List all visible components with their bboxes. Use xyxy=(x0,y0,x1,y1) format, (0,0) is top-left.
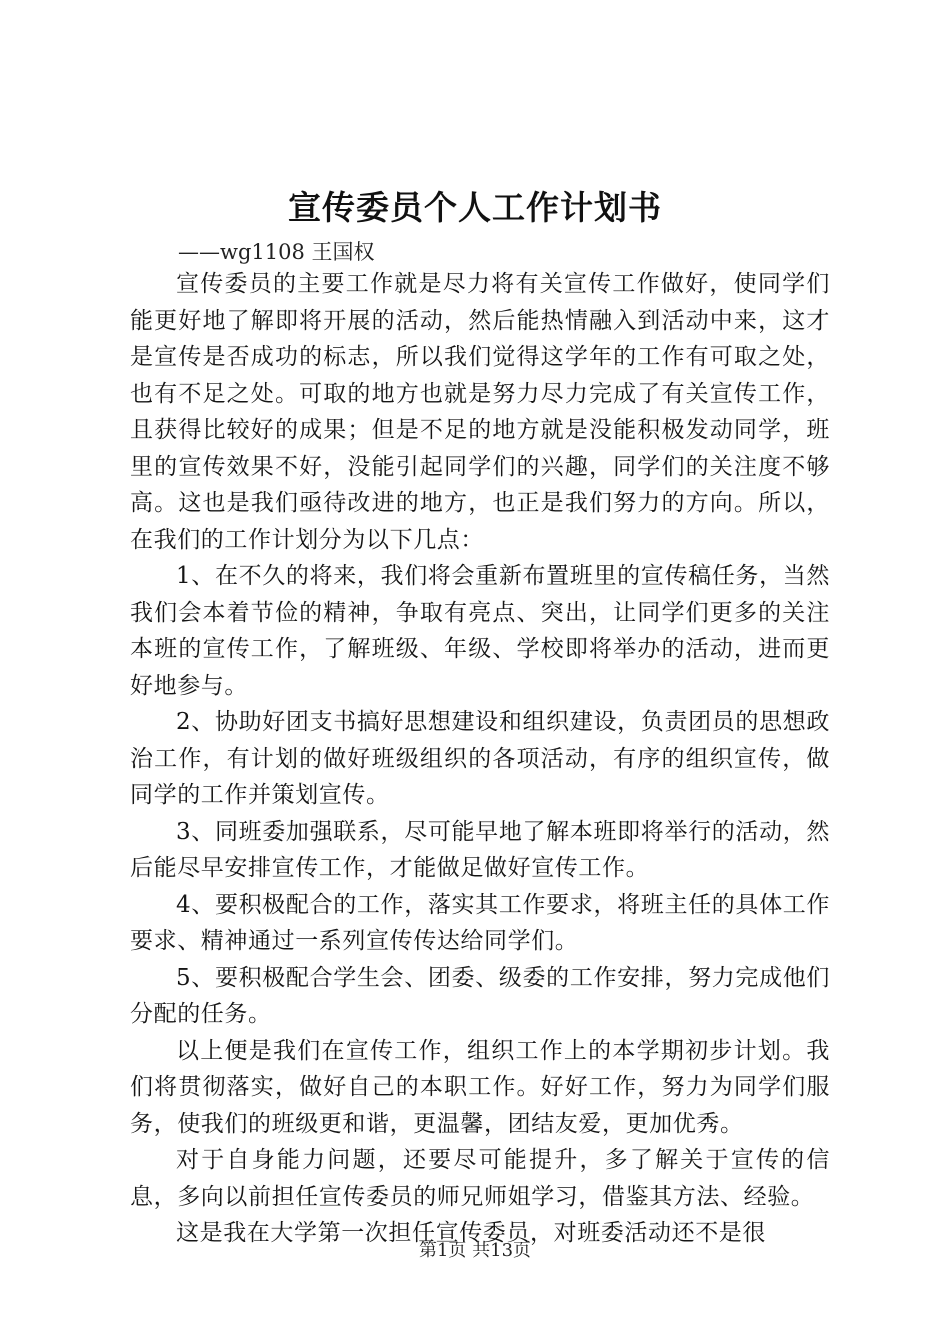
document-body xyxy=(130,266,830,1252)
page-footer: 第1页 共13页 xyxy=(418,1240,532,1261)
paragraph-summary: 以上便是我们在宣传工作，组织工作上的本学期初步计划。我们将贯彻落实，做好自己的本职工作。好好工作，努力为同学们服务，使我们的班级更和谐，更温馨，团结友爱，更加优秀。 xyxy=(130,1037,830,1137)
paragraph-item-4: 4、要积极配合的工作，落实其工作要求，将班主任的具体工作要求、精神通过一系列宣传传达给同学们。 xyxy=(130,891,830,954)
paragraph-item-2: 2、协助好团支书搞好思想建设和组织建设，负责团员的思想政治工作，有计划的做好班级组织的各项活动，有序的组织宣传，做同学的工作并策划宣传。 xyxy=(130,709,830,808)
paragraph-self-improvement: 对于自身能力问题，还要尽可能提升，多了解关于宣传的信息，多向以前担任宣传委员的师兄师姐学习，借鉴其方法、经验。 xyxy=(130,1147,830,1210)
paragraph-closing: 这是我在大学第一次担任宣传委员，对班委活动还不是很 xyxy=(176,1220,766,1246)
document-title: 宣传委员个人工作计划书 xyxy=(288,188,662,227)
paragraph-intro: 宣传委员的主要工作就是尽力将有关宣传工作做好，使同学们能更好地了解即将开展的活动，然后能热情融入到活动中来，这才是宣传是否成功的标志，所以我们觉得这学年的工作有可取之处，也有不足之处。可取的地方也就是努力尽力完成了有关宣传工作，且获得比较好的成果；但是不足的地方就是没能积极发动同学，班里的宣传效果不好，没能引起同学们的兴趣，同学们的关注度不够高。这也是我们亟待改进的地方，也正是我们努力的方向。所以，在我们的工作计划分为以下几点： xyxy=(130,271,830,553)
author-byline: ——wg1108 王国权 xyxy=(178,240,375,264)
paragraph-item-1: 1、在不久的将来，我们将会重新布置班里的宣传稿任务，当然我们会本着节俭的精神，争取有亮点、突出，让同学们更多的关注本班的宣传工作，了解班级、年级、学校即将举办的活动，进而更好地参与。 xyxy=(130,563,830,699)
paragraph-item-3: 3、同班委加强联系，尽可能早地了解本班即将举行的活动，然后能尽早安排宣传工作，才能做足做好宣传工作。 xyxy=(130,818,830,881)
paragraph-item-5: 5、要积极配合学生会、团委、级委的工作安排，努力完成他们分配的任务。 xyxy=(130,964,830,1027)
